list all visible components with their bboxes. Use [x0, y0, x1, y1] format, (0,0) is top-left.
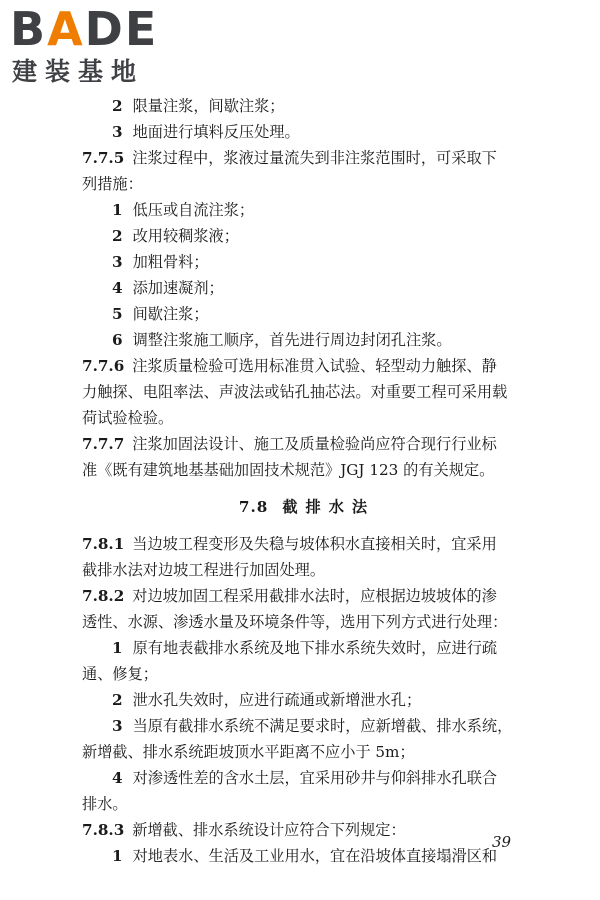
line-text: 通、修复； [82, 665, 158, 683]
item-number: 6 [112, 331, 123, 349]
line-text: 改用较稠浆液； [132, 227, 239, 245]
list-item [82, 301, 532, 327]
line-text: 添加速凝剂； [132, 279, 224, 297]
list-item [82, 635, 532, 661]
line-text: 间歇注浆； [132, 305, 209, 323]
item-number: 2 [112, 227, 123, 245]
text-line [82, 557, 532, 583]
clause-number: 7.7.6 [82, 357, 125, 375]
list-item [82, 327, 532, 353]
line-text: 排水。 [82, 795, 128, 813]
line-text: 注浆质量检验可选用标准贯入试验、轻型动力触探、静 [132, 357, 497, 375]
list-item [82, 687, 532, 713]
list-item [82, 713, 532, 739]
line-text: 加粗骨料； [132, 253, 209, 271]
line-text: 泄水孔失效时，应进行疏通或新增泄水孔； [132, 691, 422, 709]
item-number: 3 [112, 717, 123, 735]
item-number: 4 [112, 769, 123, 787]
line-text: 透性、水源、渗透水量及环境条件等，选用下列方式进行处理： [82, 613, 508, 631]
item-number: 2 [112, 691, 123, 709]
list-item [82, 119, 532, 145]
line-text: 注浆加固法设计、施工及质量检验尚应符合现行行业标 [132, 435, 497, 453]
text-line [82, 405, 532, 431]
text-line [82, 791, 532, 817]
list-item [82, 249, 532, 275]
list-item [82, 197, 532, 223]
line-text: 当原有截排水系统不满足要求时，应新增截、排水系统， [132, 717, 513, 735]
document-body [82, 93, 532, 869]
clause-number: 7.8.3 [82, 821, 125, 839]
text-line [82, 171, 532, 197]
list-item [82, 843, 532, 869]
item-number: 1 [112, 639, 123, 657]
page-number: 39 [492, 833, 512, 851]
item-number: 1 [112, 201, 123, 219]
line-text: 对边坡加固工程采用截排水法时，应根据边坡坡体的渗 [132, 587, 497, 605]
section-title: 截排水法 [282, 498, 376, 516]
item-number: 2 [112, 97, 123, 115]
line-text: 力触探、电阻率法、声波法或钻孔抽芯法。对重要工程可采用载 [82, 383, 508, 401]
clause-number: 7.8.1 [82, 535, 125, 553]
clause-line [82, 531, 532, 557]
item-number: 3 [112, 253, 123, 271]
list-item [82, 93, 532, 119]
clause-line [82, 583, 532, 609]
line-text: 地面进行填料反压处理。 [132, 123, 300, 141]
text-line [82, 739, 532, 765]
list-item [82, 765, 532, 791]
line-text: 限量注浆，间歇注浆； [132, 97, 285, 115]
section-7-7-continuation [82, 93, 532, 483]
logo-wordmark: BADE [10, 2, 159, 56]
clause-number: 7.7.7 [82, 435, 125, 453]
line-text: 调整注浆施工顺序，首先进行周边封闭孔注浆。 [132, 331, 452, 349]
line-text: 截排水法对边坡工程进行加固处理。 [82, 561, 325, 579]
section-number: 7.8 [238, 498, 269, 516]
clause-line [82, 817, 532, 843]
line-text: 当边坡工程变形及失稳与坡体积水直接相关时，宜采用 [132, 535, 497, 553]
line-text: 荷试验检验。 [82, 409, 174, 427]
line-text: 低压或自流注浆； [132, 201, 255, 219]
clause-number: 7.7.5 [82, 149, 125, 167]
section-7-8-body [82, 531, 532, 869]
text-line [82, 379, 532, 405]
list-item [82, 275, 532, 301]
item-number: 3 [112, 123, 123, 141]
list-item [82, 223, 532, 249]
section-heading [82, 493, 532, 521]
line-text: 对渗透性差的含水土层，宜采用砂井与仰斜排水孔联合 [132, 769, 498, 787]
item-number: 5 [112, 305, 123, 323]
item-number: 1 [112, 847, 123, 865]
line-text: 新增截、排水系统距坡顶水平距离不应小于 5m； [82, 743, 415, 761]
bade-logo [10, 4, 180, 90]
clause-line [82, 431, 532, 457]
logo-chinese-name: 建装基地 [12, 57, 145, 86]
clause-number: 7.8.2 [82, 587, 125, 605]
line-text: 新增截、排水系统设计应符合下列规定： [132, 821, 406, 839]
text-line [82, 457, 532, 483]
text-line [82, 661, 532, 687]
line-text: 准《既有建筑地基基础加固技术规范》JGJ 123 的有关规定。 [82, 461, 495, 479]
text-line [82, 609, 532, 635]
line-text: 列措施： [82, 175, 143, 193]
item-number: 4 [112, 279, 123, 297]
line-text: 注浆过程中，浆液过量流失到非注浆范围时，可采取下 [132, 149, 497, 167]
clause-line [82, 353, 532, 379]
clause-line [82, 145, 532, 171]
line-text: 原有地表截排水系统及地下排水系统失效时，应进行疏 [132, 639, 498, 657]
line-text: 对地表水、生活及工业用水，宜在沿坡体直接塌滑区和 [132, 847, 498, 865]
